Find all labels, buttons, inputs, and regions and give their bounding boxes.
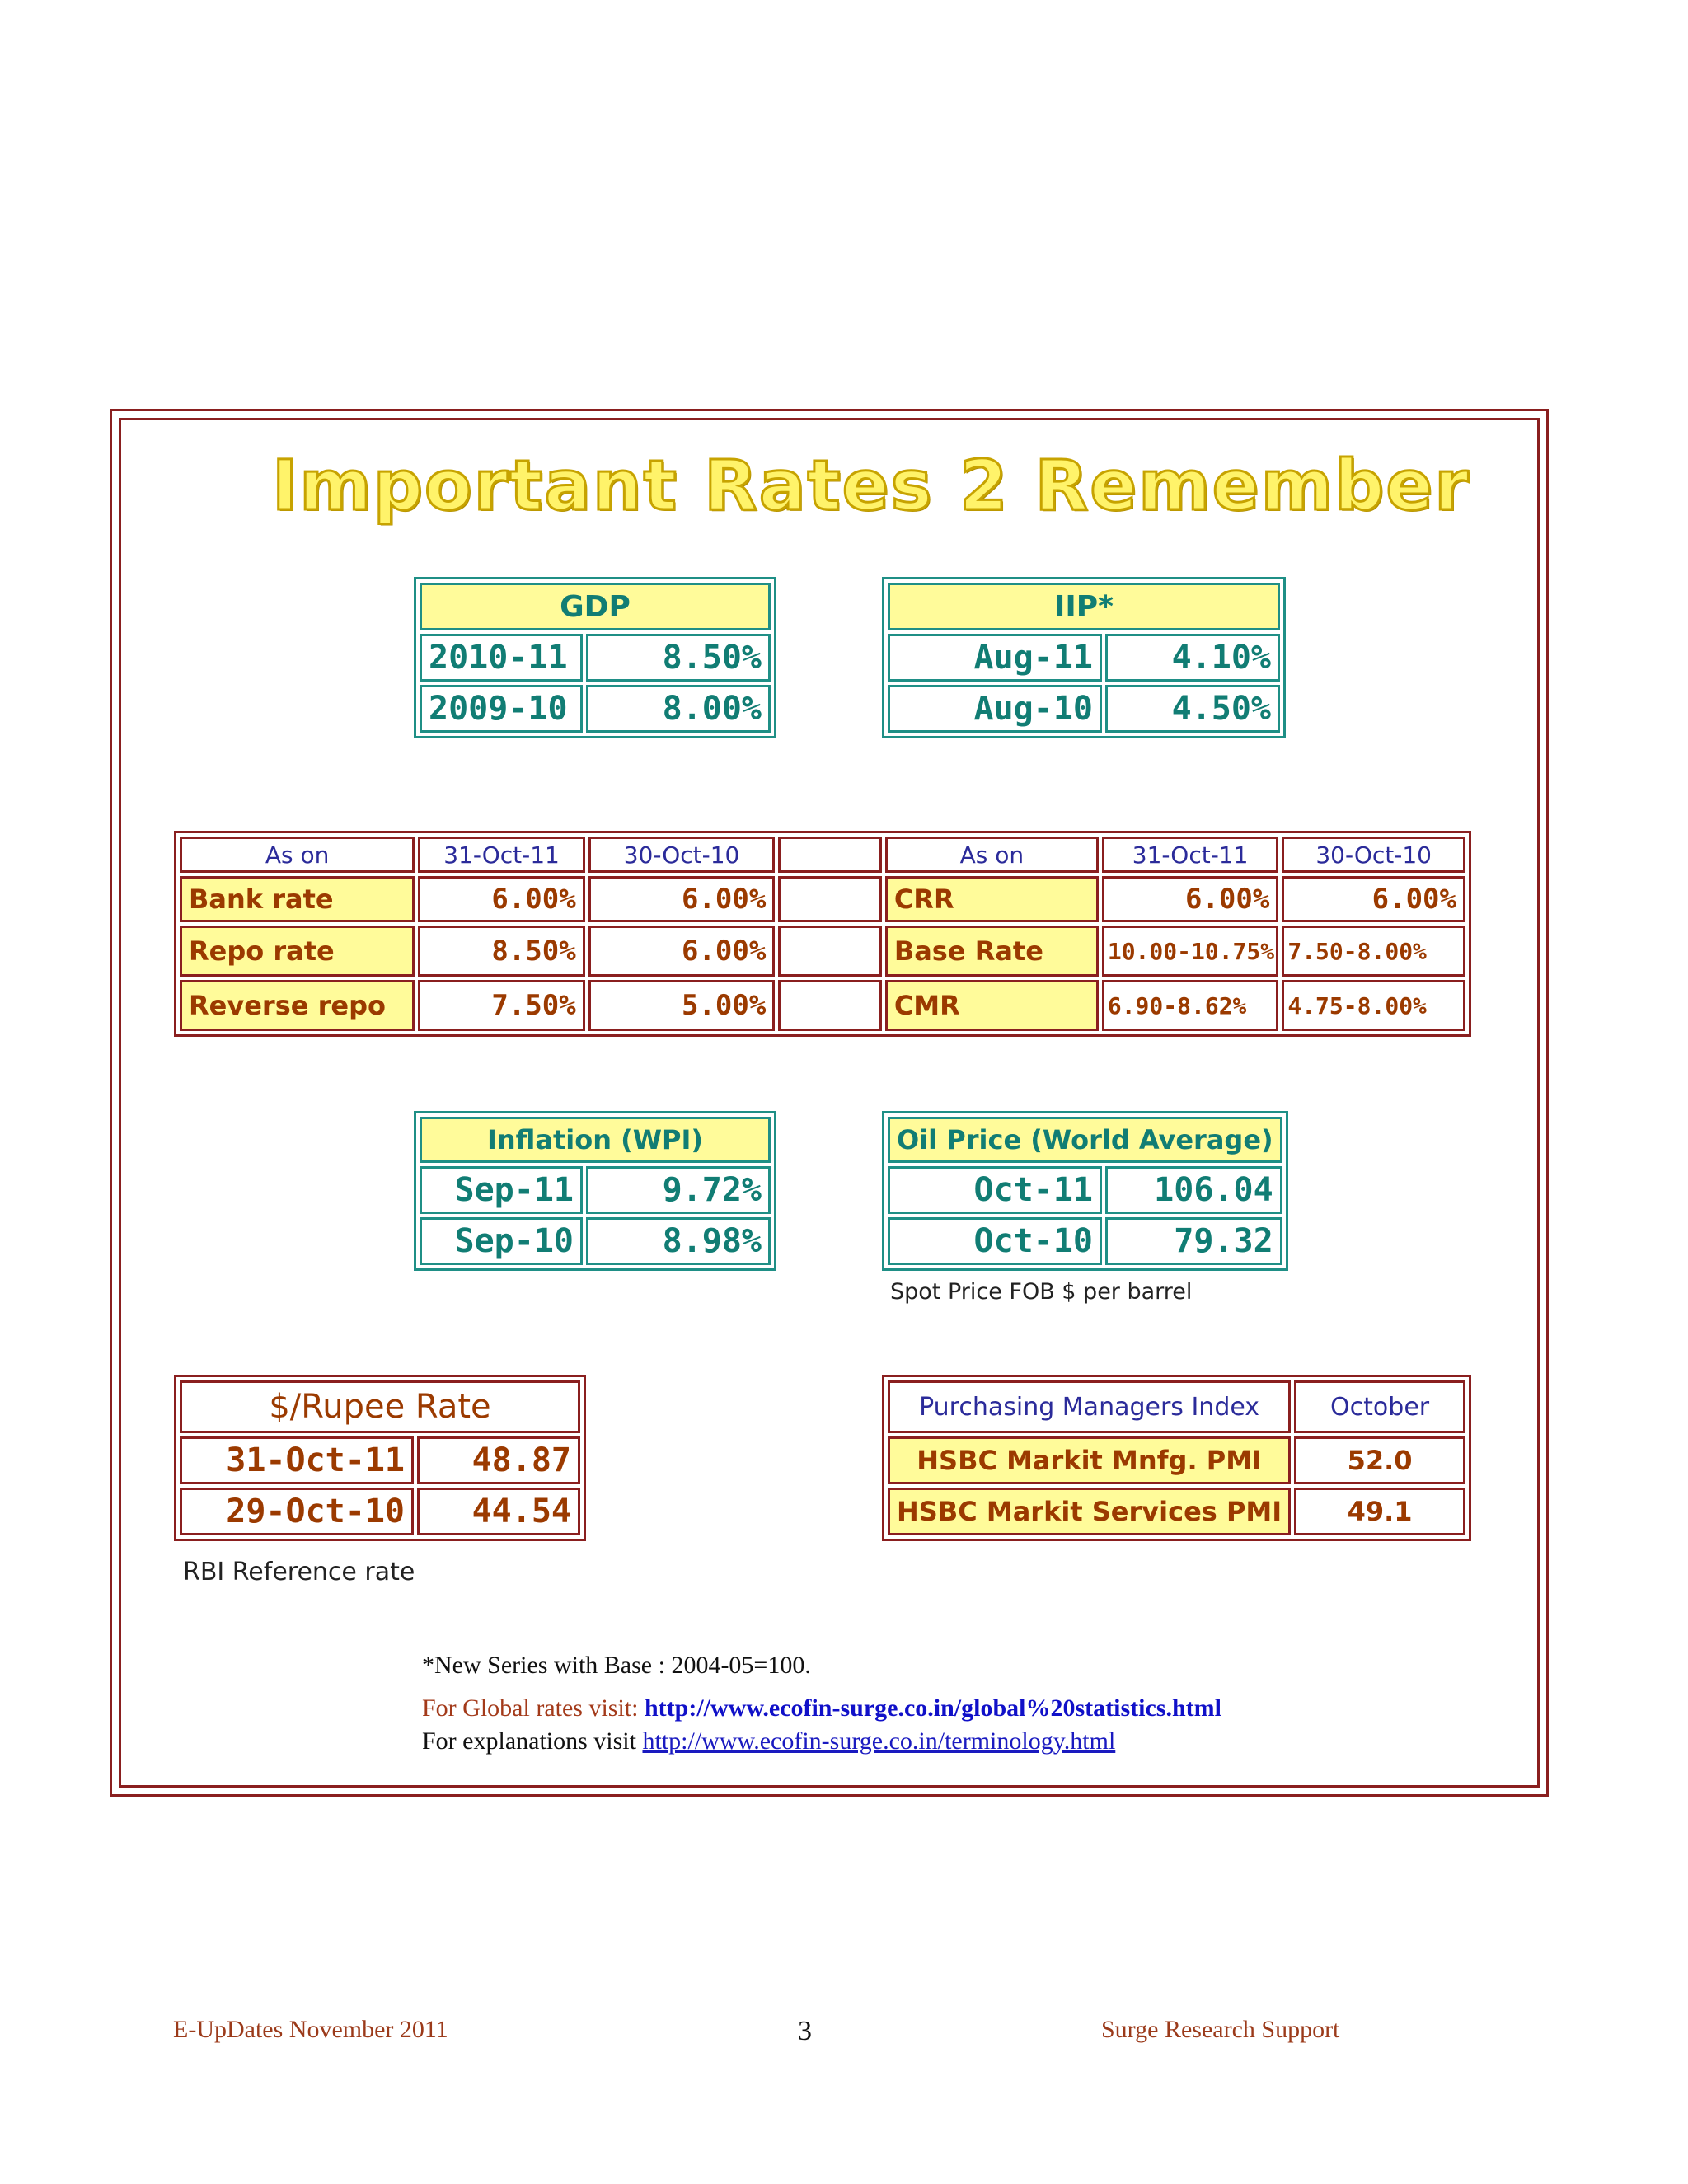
gdp-period: 2009-10 [420, 685, 583, 733]
oil-value: 79.32 [1105, 1217, 1282, 1265]
inflation-table [414, 1111, 776, 1271]
series-note: *New Series with Base : 2004-05=100. [422, 1652, 811, 1679]
iip-value: 4.50% [1105, 685, 1280, 733]
policy-header-as-on: As on [885, 837, 1099, 873]
rate-value: 6.00% [588, 926, 776, 977]
pmi-label: HSBC Markit Mnfg. PMI [888, 1436, 1291, 1484]
policy-spacer [778, 876, 881, 922]
policy-header-date: 30-Oct-10 [1282, 837, 1465, 873]
rate-value: 7.50% [418, 980, 584, 1031]
gdp-table [414, 577, 776, 738]
rate-value: 5.00% [588, 980, 776, 1031]
pmi-header-month: October [1294, 1380, 1465, 1433]
policy-spacer [778, 980, 881, 1031]
rate-value: 8.50% [418, 926, 584, 977]
global-rates-prefix: For Global rates visit: [422, 1694, 645, 1722]
global-rates-link[interactable]: http://www.ecofin-surge.co.in/global%20statistics.html [644, 1694, 1221, 1722]
inflation-header: Inflation (WPI) [420, 1117, 771, 1163]
gdp-value: 8.50% [586, 634, 771, 682]
explanations-prefix: For explanations visit [422, 1727, 643, 1755]
iip-period: Aug-11 [888, 634, 1102, 682]
gdp-period: 2010-11 [420, 634, 583, 682]
policy-header-date: 30-Oct-10 [588, 837, 776, 873]
policy-header-as-on: As on [180, 837, 415, 873]
rate-label: Base Rate [885, 926, 1099, 977]
rupee-value: 48.87 [417, 1436, 580, 1484]
rate-value: 6.00% [1282, 876, 1465, 922]
oil-note: Spot Price FOB $ per barrel [890, 1279, 1193, 1305]
policy-spacer [778, 926, 881, 977]
pmi-table [882, 1375, 1471, 1541]
explanations-link[interactable]: http://www.ecofin-surge.co.in/terminology.html [642, 1727, 1116, 1755]
policy-header-date: 31-Oct-11 [418, 837, 584, 873]
oil-period: Oct-11 [888, 1166, 1102, 1214]
rate-label: CMR [885, 980, 1099, 1031]
rate-label: Reverse repo [180, 980, 415, 1031]
gdp-value: 8.00% [586, 685, 771, 733]
rate-value: 7.50-8.00% [1282, 926, 1465, 977]
oil-header: Oil Price (World Average) [888, 1117, 1282, 1163]
inflation-value: 9.72% [586, 1166, 771, 1214]
rupee-date: 29-Oct-10 [180, 1488, 414, 1535]
inflation-value: 8.98% [586, 1217, 771, 1265]
rate-value: 4.75-8.00% [1282, 980, 1465, 1031]
rate-value: 10.00-10.75% [1102, 926, 1279, 977]
oil-price-table [882, 1111, 1288, 1271]
rupee-table [174, 1375, 586, 1541]
footer-right: Surge Research Support [1101, 2016, 1340, 2043]
oil-period: Oct-10 [888, 1217, 1102, 1265]
oil-value: 106.04 [1105, 1166, 1282, 1214]
rupee-date: 31-Oct-11 [180, 1436, 414, 1484]
pmi-value: 49.1 [1294, 1488, 1465, 1535]
pmi-value: 52.0 [1294, 1436, 1465, 1484]
policy-rates-table [174, 831, 1471, 1037]
global-rates-line [422, 1694, 1221, 1722]
iip-period: Aug-10 [888, 685, 1102, 733]
pmi-header-label: Purchasing Managers Index [888, 1380, 1291, 1433]
inflation-period: Sep-11 [420, 1166, 583, 1214]
iip-header: IIP* [888, 583, 1280, 630]
rate-value: 6.00% [588, 876, 776, 922]
page-title: Important Rates 2 Remember [272, 445, 1470, 526]
rate-value: 6.90-8.62% [1102, 980, 1279, 1031]
iip-table [882, 577, 1286, 738]
rate-value: 6.00% [1102, 876, 1279, 922]
page-number: 3 [798, 2016, 812, 2046]
rate-label: Bank rate [180, 876, 415, 922]
gdp-header: GDP [420, 583, 771, 630]
iip-value: 4.10% [1105, 634, 1280, 682]
rate-value: 6.00% [418, 876, 584, 922]
pmi-label: HSBC Markit Services PMI [888, 1488, 1291, 1535]
explanations-line [422, 1727, 1115, 1755]
rupee-value: 44.54 [417, 1488, 580, 1535]
rupee-note: RBI Reference rate [183, 1558, 415, 1586]
policy-header-date: 31-Oct-11 [1102, 837, 1279, 873]
rate-label: CRR [885, 876, 1099, 922]
content-frame [110, 409, 1549, 1797]
footer-left: E-UpDates November 2011 [173, 2016, 448, 2043]
rate-label: Repo rate [180, 926, 415, 977]
policy-spacer [778, 837, 881, 873]
inflation-period: Sep-10 [420, 1217, 583, 1265]
rupee-header: $/Rupee Rate [180, 1380, 580, 1433]
